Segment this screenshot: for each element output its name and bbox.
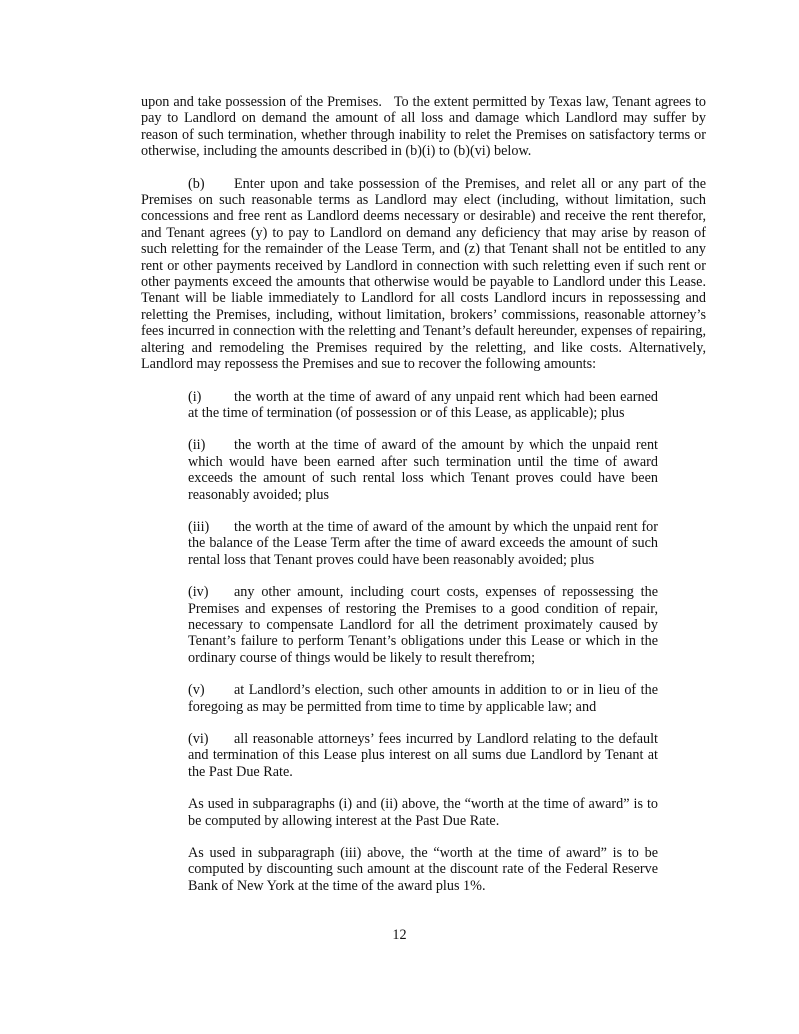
section-b-paragraph	[141, 176, 706, 373]
subparagraph-text: all reasonable attorneys’ fees incurred by Landlord relating to the default and termination of this Lease plus interest on all sums due Landlord by Tenant at the Past Due Rate.	[188, 731, 658, 780]
section-b-text: Enter upon and take possession of the Premises, and relet all or any part of the Premises on such reasonable terms as Landlord may elect (including, without limitation, such concessions and free rent as Landlord deems necessary or desirable) and receive the rent therefor, and Tenant agrees (y) to pay to Landlord on demand any deficiency that may arise by reason of such reletting for the remainder of the Lease Term, and (z) that Tenant shall not be entitled to any rent or other payments received by Landlord in connection with such reletting even if such rent or other payments exceed the amounts that otherwise would be payable to Landlord under this Lease. Tenant will be liable immediately to Landlord for all costs Landlord incurs in repossessing and reletting the Premises, including, without limitation, brokers’ commissions, reasonable attorney’s fees incurred in connection with the reletting and Tenant’s default hereunder, expenses of repairing, altering and remodeling the Premises required by the reletting, and like costs. Alternatively, Landlord may repossess the Premises and sue to recover the following amounts:	[141, 175, 706, 373]
subparagraph-number: (vi)	[188, 731, 209, 747]
subparagraph-vi	[188, 731, 658, 780]
subparagraph-text: the worth at the time of award of the amount by which the unpaid rent which would have been earned after such termination until the time of award exceeds the amount of such rental loss which Tenant proves could have been reasonably avoided; plus	[188, 437, 658, 503]
subparagraph-iv	[188, 584, 658, 666]
subparagraph-text: the worth at the time of award of the amount by which the unpaid rent for the balance of the Lease Term after the time of award exceeds the amount of such rental loss that Tenant proves could have been reasonably avoided; plus	[188, 518, 658, 568]
subparagraph-number: (i)	[188, 388, 202, 405]
subparagraph-text: at Landlord’s election, such other amounts in addition to or in lieu of the foregoing as may be permitted from time to time by applicable law; and	[188, 682, 658, 715]
page-number: 12	[392, 927, 407, 943]
subparagraph-number: (iv)	[188, 584, 209, 601]
worth-note-iii: As used in subparagraph (iii) above, the “worth at the time of award” is to be computed by discounting such amount at the discount rate of the Federal Reserve Bank of New York at the time of the award plus 1%.	[188, 845, 658, 894]
subparagraph-list	[188, 389, 658, 895]
worth-note-i-ii: As used in subparagraphs (i) and (ii) above, the “worth at the time of award” is to be computed by allowing interest at the Past Due Rate.	[188, 796, 658, 829]
subparagraph-i	[188, 389, 658, 422]
continuation-paragraph: upon and take possession of the Premises. To the extent permitted by Texas law, Tenant agrees to pay to Landlord on demand the amount of all loss and damage which Landlord may suffer by reason of such termination, whether through inability to relet the Premises on satisfactory terms or otherwise, including the amounts described in (b)(i) to (b)(vi) below.	[141, 94, 706, 160]
document-page	[141, 94, 706, 910]
subparagraph-number: (v)	[188, 682, 205, 699]
subparagraph-number: (iii)	[188, 518, 210, 535]
subparagraph-text: any other amount, including court costs, expenses of repossessing the Premises and expenses of restoring the Premises to a good condition of repair, necessary to compensate Landlord for all the detriment proximately caused by Tenant’s failure to perform Tenant’s obligations under this Lease or which in the ordinary course of things would be likely to result therefrom;	[188, 584, 658, 666]
subparagraph-ii	[188, 437, 658, 503]
subparagraph-iii	[188, 519, 658, 568]
subparagraph-number: (ii)	[188, 437, 206, 454]
section-b-label: (b)	[188, 175, 205, 192]
subparagraph-v	[188, 682, 658, 715]
subparagraph-text: the worth at the time of award of any unpaid rent which had been earned at the time of termination (of possession or of this Lease, as applicable); plus	[188, 388, 658, 421]
